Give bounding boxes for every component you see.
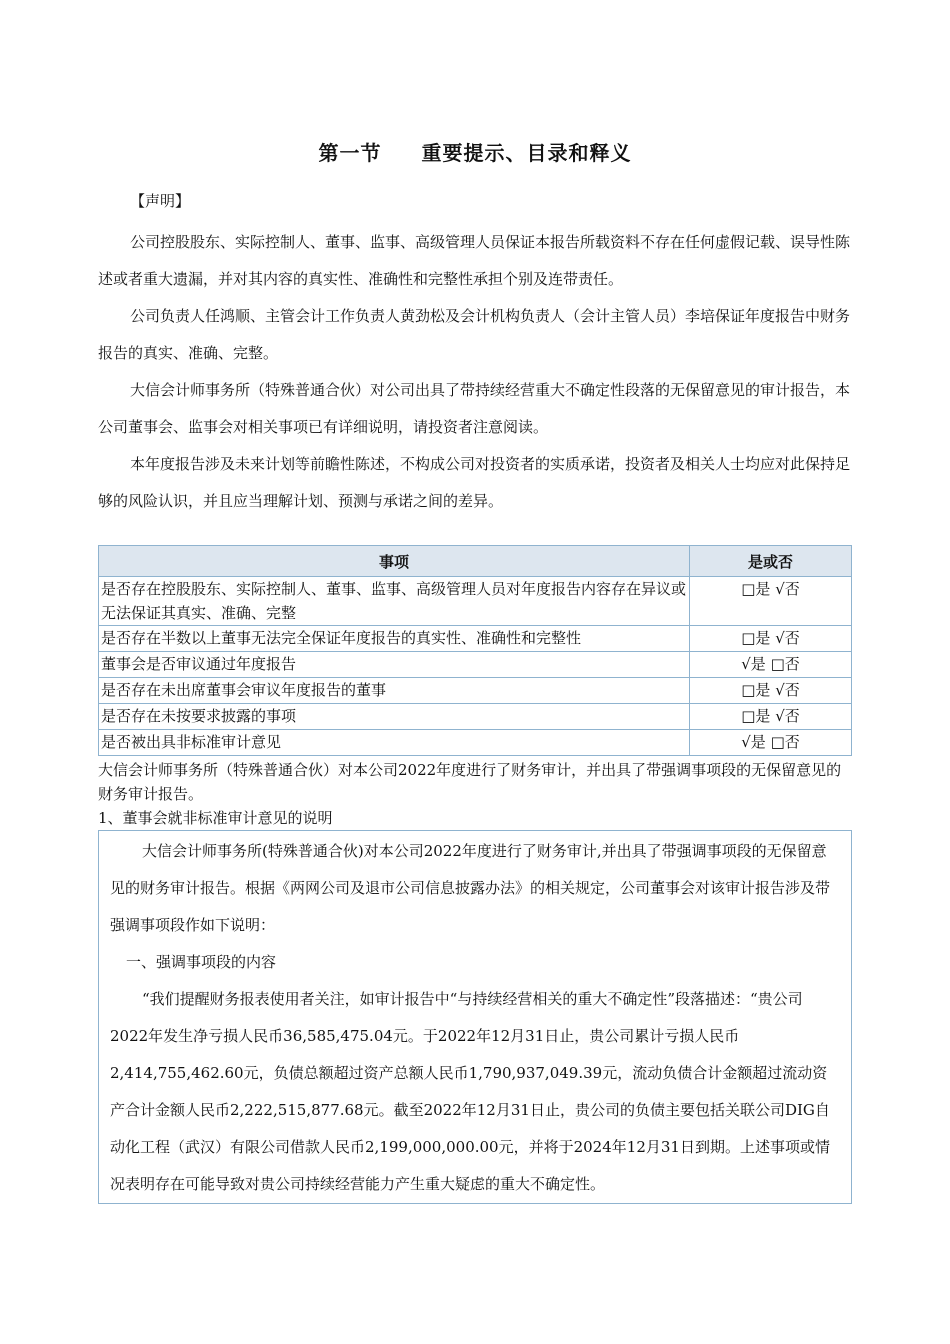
row-item: 是否存在未按要求披露的事项 (99, 704, 690, 730)
row-item: 是否存在半数以上董事无法完全保证年度报告的真实性、准确性和完整性 (99, 626, 690, 652)
section-title-text: 重要提示、目录和释义 (421, 141, 632, 165)
header-item: 事项 (99, 546, 690, 577)
emphasis-sub-heading: 一、强调事项段的内容 (126, 953, 277, 971)
declaration-paragraph-4: 本年度报告涉及未来计划等前瞻性陈述，不构成公司对投资者的实质承诺，投资者及相关人士均应对此保持足够的风险认识，并且应当理解计划、预测与承诺之间的差异。 (98, 455, 851, 510)
row-answer: √是 □否 (690, 652, 852, 678)
table-row (99, 577, 852, 626)
row-answer: □是 √否 (690, 626, 852, 652)
row-item: 是否存在控股股东、实际控制人、董事、监事、高级管理人员对年度报告内容存在异议或无法保证其真实、准确、完整 (99, 577, 690, 626)
section-title (0, 137, 950, 166)
row-item: 是否存在未出席董事会审议年度报告的董事 (99, 678, 690, 704)
table-row (99, 678, 852, 704)
header-answer: 是或否 (690, 546, 852, 577)
row-answer: □是 √否 (690, 678, 852, 704)
row-answer: □是 √否 (690, 704, 852, 730)
emphasis-quote: “我们提醒财务报表使用者关注，如审计报告中“与持续经营相关的重大不确定性”段落描述：“贵公司 2022年发生净亏损人民币36,585,475.04元。于2022年12月31日止，贵公司累计亏损人民币2,414,755,462.60元，负债总额超过资产总额人民币1,790,937,049.39元，流动负债合计金额超过流动资产合计金额人民币2,222,515,877.68元。截至2022年12月31日止，贵公司的负债主要包括关联公司DIG自动化工程（武汉）有限公司借款人民币2,199,000,000.00元，并将于2024年12月31日到期。上述事项或情况表明存在可能导致对贵公司持续经营能力产生重大疑虑的重大不确定性。 (110, 990, 830, 1193)
table-row (99, 626, 852, 652)
declaration-paragraph-2: 公司负责人任鸿顺、主管会计工作负责人黄劲松及会计机构负责人（会计主管人员）李培保证年度报告中财务报告的真实、准确、完整。 (98, 307, 851, 362)
section-label: 第一节 (318, 141, 382, 165)
declaration-heading: 【声明】 (130, 192, 191, 210)
audit-note: 大信会计师事务所（特殊普通合伙）对本公司2022年度进行了财务审计，并出具了带强调事项段的无保留意见的财务审计报告。 (98, 761, 842, 803)
disclosure-table (98, 545, 852, 756)
board-explanation-box (98, 830, 852, 1204)
table-row (99, 704, 852, 730)
table-row (99, 730, 852, 756)
row-answer: □是 √否 (690, 577, 852, 626)
table-row (99, 652, 852, 678)
board-explanation-heading: 1、董事会就非标准审计意见的说明 (98, 809, 333, 827)
board-intro: 大信会计师事务所(特殊普通合伙)对本公司2022年度进行了财务审计,并出具了带强调事项段的无保留意见的财务审计报告。根据《两网公司及退市公司信息披露办法》的相关规定，公司董事会对该审计报告涉及带强调事项段作如下说明： (110, 842, 831, 934)
declaration-paragraph-1: 公司控股股东、实际控制人、董事、监事、高级管理人员保证本报告所载资料不存在任何虚假记载、误导性陈述或者重大遗漏，并对其内容的真实性、准确性和完整性承担个别及连带责任。 (98, 233, 851, 288)
declaration-paragraph-3: 大信会计师事务所（特殊普通合伙）对公司出具了带持续经营重大不确定性段落的无保留意见的审计报告，本公司董事会、监事会对相关事项已有详细说明，请投资者注意阅读。 (98, 381, 851, 436)
row-item: 是否被出具非标准审计意见 (99, 730, 690, 756)
table-header-row (99, 546, 852, 577)
row-answer: √是 □否 (690, 730, 852, 756)
row-item: 董事会是否审议通过年度报告 (99, 652, 690, 678)
